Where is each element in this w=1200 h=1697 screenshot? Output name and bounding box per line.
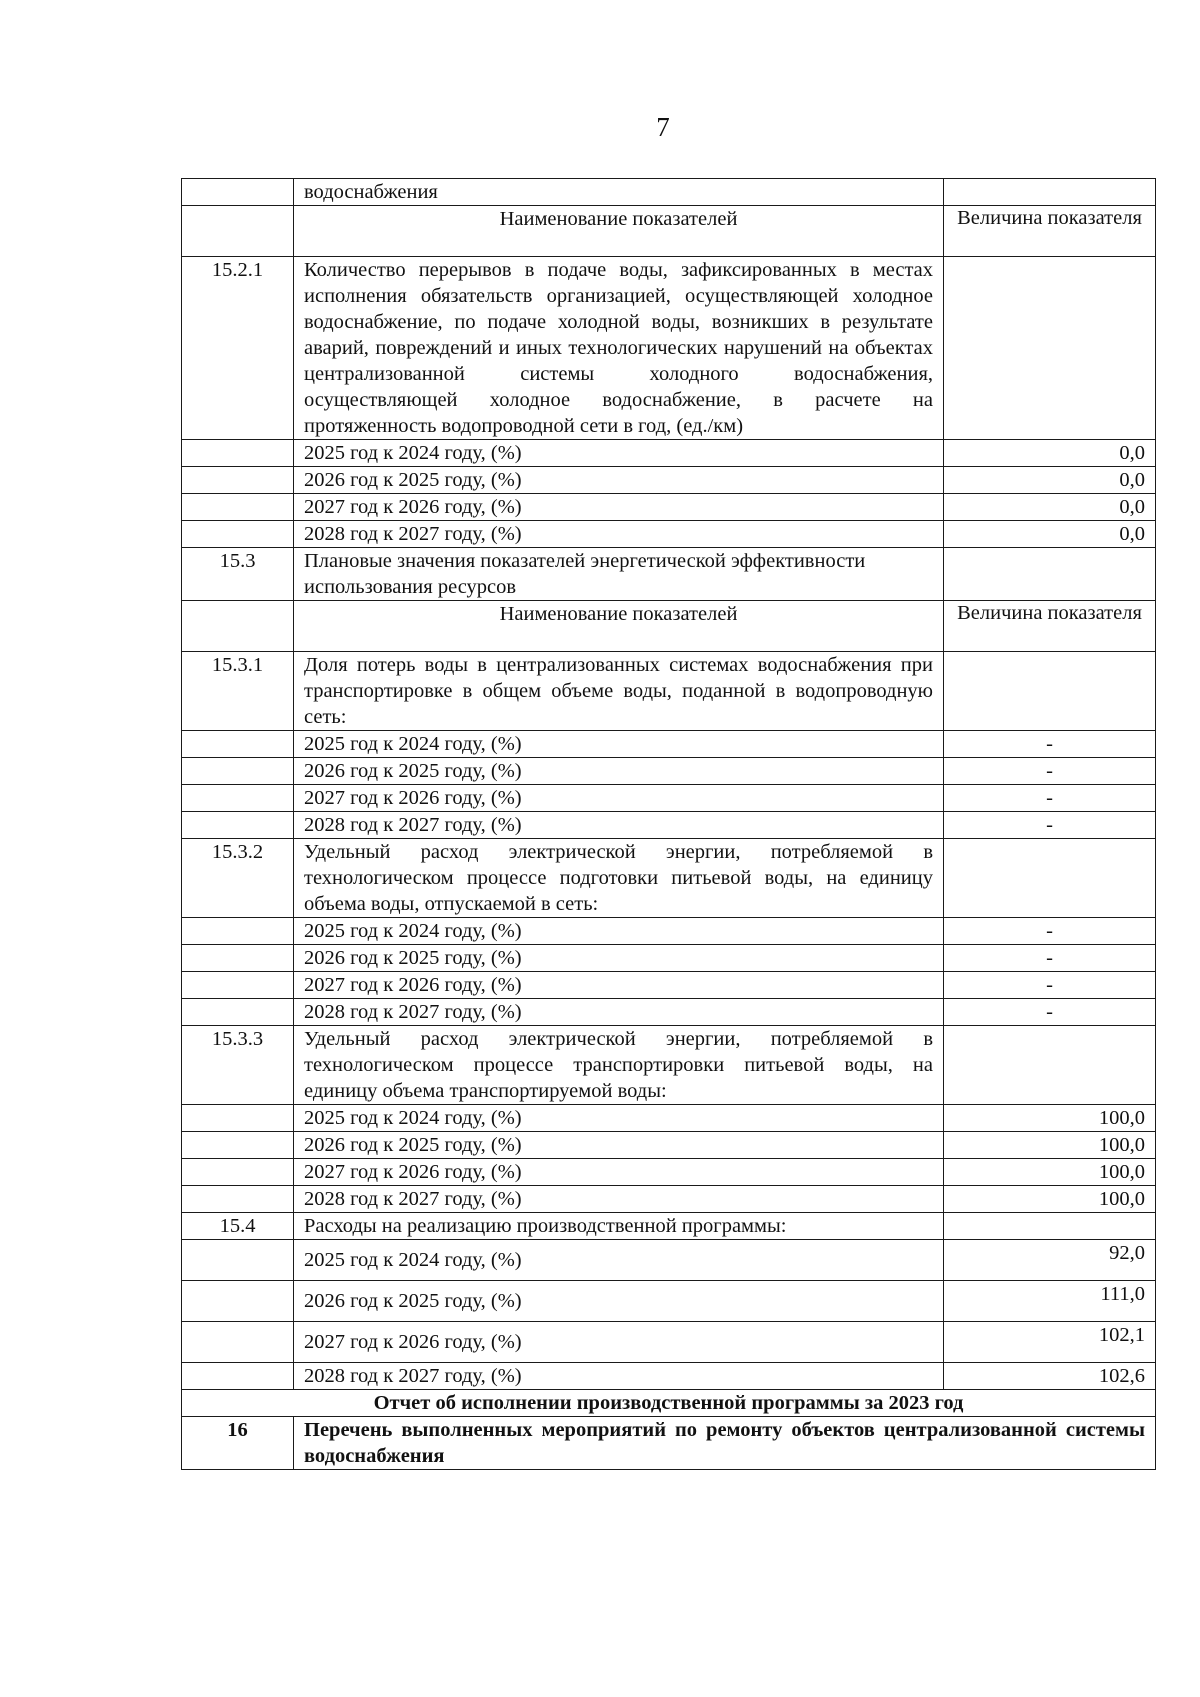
section-row bbox=[182, 548, 1156, 601]
row-number-cell bbox=[182, 494, 294, 521]
table-row bbox=[182, 1105, 1156, 1132]
section-title: Расходы на реализацию производственной программы: bbox=[294, 1213, 944, 1240]
value-cell bbox=[944, 257, 1156, 440]
row-number-cell bbox=[182, 206, 294, 257]
section-number: 15.3.1 bbox=[182, 652, 294, 731]
row-number-cell bbox=[182, 179, 294, 206]
continued-text-cell: водоснабжения bbox=[294, 179, 944, 206]
indicator-value: - bbox=[944, 785, 1156, 812]
section-row bbox=[182, 652, 1156, 731]
period-label: 2027 год к 2026 году, (%) bbox=[294, 785, 944, 812]
table-row bbox=[182, 999, 1156, 1026]
section-row bbox=[182, 1417, 1156, 1470]
row-number-cell bbox=[182, 1186, 294, 1213]
period-label: 2025 год к 2024 году, (%) bbox=[294, 1105, 944, 1132]
period-label: 2026 год к 2025 году, (%) bbox=[294, 467, 944, 494]
row-number-cell bbox=[182, 918, 294, 945]
table-row bbox=[182, 179, 1156, 206]
period-label: 2025 год к 2024 году, (%) bbox=[294, 440, 944, 467]
value-cell bbox=[944, 179, 1156, 206]
table-row bbox=[182, 972, 1156, 999]
row-number-cell bbox=[182, 467, 294, 494]
period-label: 2025 год к 2024 году, (%) bbox=[294, 731, 944, 758]
section-number: 15.3.2 bbox=[182, 839, 294, 918]
header-value-cell: Величина показателя bbox=[944, 601, 1156, 652]
period-label: 2027 год к 2026 году, (%) bbox=[294, 972, 944, 999]
table-row bbox=[182, 785, 1156, 812]
table-row bbox=[182, 1186, 1156, 1213]
period-label: 2026 год к 2025 году, (%) bbox=[294, 945, 944, 972]
row-number-cell bbox=[182, 1105, 294, 1132]
section-number: 15.3 bbox=[182, 548, 294, 601]
section-number: 16 bbox=[182, 1417, 294, 1470]
indicator-value: 100,0 bbox=[944, 1186, 1156, 1213]
table-row bbox=[182, 440, 1156, 467]
indicator-value: - bbox=[944, 731, 1156, 758]
indicator-value: 0,0 bbox=[944, 467, 1156, 494]
value-cell bbox=[944, 652, 1156, 731]
indicator-value: - bbox=[944, 999, 1156, 1026]
section-row bbox=[182, 839, 1156, 918]
row-number-cell bbox=[182, 731, 294, 758]
table-row bbox=[182, 758, 1156, 785]
section-number: 15.3.3 bbox=[182, 1026, 294, 1105]
indicator-value: 92,0 bbox=[944, 1240, 1156, 1281]
indicator-value: 111,0 bbox=[944, 1281, 1156, 1322]
report-title: Отчет об исполнении производственной программы за 2023 год bbox=[182, 1390, 1156, 1417]
section-title: Плановые значения показателей энергетической эффективности использования ресурсов bbox=[294, 548, 944, 601]
period-label: 2028 год к 2027 году, (%) bbox=[294, 1186, 944, 1213]
period-label: 2027 год к 2026 году, (%) bbox=[294, 494, 944, 521]
row-number-cell bbox=[182, 601, 294, 652]
section-number: 15.2.1 bbox=[182, 257, 294, 440]
section-row bbox=[182, 1026, 1156, 1105]
page-number: 7 bbox=[656, 112, 670, 142]
period-label: 2027 год к 2026 году, (%) bbox=[294, 1322, 944, 1363]
row-number-cell bbox=[182, 1132, 294, 1159]
row-number-cell bbox=[182, 1240, 294, 1281]
section-title: Удельный расход электрической энергии, потребляемой в технологическом процессе транспортировки питьевой воды, на единицу объема транспортируемой воды: bbox=[294, 1026, 944, 1105]
row-number-cell bbox=[182, 1363, 294, 1390]
indicator-value: - bbox=[944, 972, 1156, 999]
row-number-cell bbox=[182, 1281, 294, 1322]
period-label: 2025 год к 2024 году, (%) bbox=[294, 1240, 944, 1281]
indicator-value: - bbox=[944, 812, 1156, 839]
row-number-cell bbox=[182, 758, 294, 785]
indicator-value: 100,0 bbox=[944, 1159, 1156, 1186]
value-cell bbox=[944, 548, 1156, 601]
period-label: 2028 год к 2027 году, (%) bbox=[294, 521, 944, 548]
section-title: Удельный расход электрической энергии, потребляемой в технологическом процессе подготовки питьевой воды, на единицу объема воды, отпускаемой в сеть: bbox=[294, 839, 944, 918]
table-row bbox=[182, 1281, 1156, 1322]
table-row bbox=[182, 731, 1156, 758]
section-number: 15.4 bbox=[182, 1213, 294, 1240]
table-row bbox=[182, 1363, 1156, 1390]
indicator-value: - bbox=[944, 758, 1156, 785]
indicator-value: 100,0 bbox=[944, 1105, 1156, 1132]
row-number-cell bbox=[182, 999, 294, 1026]
table-row bbox=[182, 521, 1156, 548]
row-number-cell bbox=[182, 972, 294, 999]
period-label: 2028 год к 2027 году, (%) bbox=[294, 812, 944, 839]
period-label: 2026 год к 2025 году, (%) bbox=[294, 1132, 944, 1159]
header-name-cell: Наименование показателей bbox=[294, 601, 944, 652]
table-row bbox=[182, 1322, 1156, 1363]
header-row bbox=[182, 206, 1156, 257]
period-label: 2028 год к 2027 году, (%) bbox=[294, 999, 944, 1026]
indicator-value: 0,0 bbox=[944, 440, 1156, 467]
period-label: 2025 год к 2024 году, (%) bbox=[294, 918, 944, 945]
section-title: Доля потерь воды в централизованных системах водоснабжения при транспортировке в общем объеме воды, поданной в водопроводную сеть: bbox=[294, 652, 944, 731]
row-number-cell bbox=[182, 1322, 294, 1363]
section-title: Количество перерывов в подаче воды, зафиксированных в местах исполнения обязательств организацией, осуществляющей холодное водоснабжение, по подаче холодной воды, возникших в результате аварий, повреждений и иных технологических нарушений на объектах централизованной системы холодного водоснабжения, осуществляющей холодное водоснабжение, в расчете на протяженность водопроводной сети в год, (ед./км) bbox=[294, 257, 944, 440]
header-name-cell: Наименование показателей bbox=[294, 206, 944, 257]
indicators-table bbox=[181, 178, 1156, 1470]
value-cell bbox=[944, 1213, 1156, 1240]
table-row bbox=[182, 1240, 1156, 1281]
indicator-value: 0,0 bbox=[944, 494, 1156, 521]
section-row bbox=[182, 1213, 1156, 1240]
indicator-value: - bbox=[944, 945, 1156, 972]
row-number-cell bbox=[182, 1159, 294, 1186]
section-title: Перечень выполненных мероприятий по ремонту объектов централизованной системы водоснабжения bbox=[294, 1417, 1156, 1470]
table-row bbox=[182, 918, 1156, 945]
report-title-row bbox=[182, 1390, 1156, 1417]
indicator-value: - bbox=[944, 918, 1156, 945]
indicator-value: 100,0 bbox=[944, 1132, 1156, 1159]
header-value-cell: Величина показателя bbox=[944, 206, 1156, 257]
indicator-value: 0,0 bbox=[944, 521, 1156, 548]
row-number-cell bbox=[182, 785, 294, 812]
table-row bbox=[182, 494, 1156, 521]
table-row bbox=[182, 945, 1156, 972]
value-cell bbox=[944, 1026, 1156, 1105]
row-number-cell bbox=[182, 440, 294, 467]
table-row bbox=[182, 1132, 1156, 1159]
table-row bbox=[182, 812, 1156, 839]
period-label: 2028 год к 2027 году, (%) bbox=[294, 1363, 944, 1390]
header-row bbox=[182, 601, 1156, 652]
table-row bbox=[182, 1159, 1156, 1186]
period-label: 2026 год к 2025 году, (%) bbox=[294, 758, 944, 785]
row-number-cell bbox=[182, 812, 294, 839]
period-label: 2026 год к 2025 году, (%) bbox=[294, 1281, 944, 1322]
row-number-cell bbox=[182, 945, 294, 972]
table-row bbox=[182, 467, 1156, 494]
row-number-cell bbox=[182, 521, 294, 548]
indicator-value: 102,1 bbox=[944, 1322, 1156, 1363]
value-cell bbox=[944, 839, 1156, 918]
indicator-value: 102,6 bbox=[944, 1363, 1156, 1390]
section-row bbox=[182, 257, 1156, 440]
period-label: 2027 год к 2026 году, (%) bbox=[294, 1159, 944, 1186]
